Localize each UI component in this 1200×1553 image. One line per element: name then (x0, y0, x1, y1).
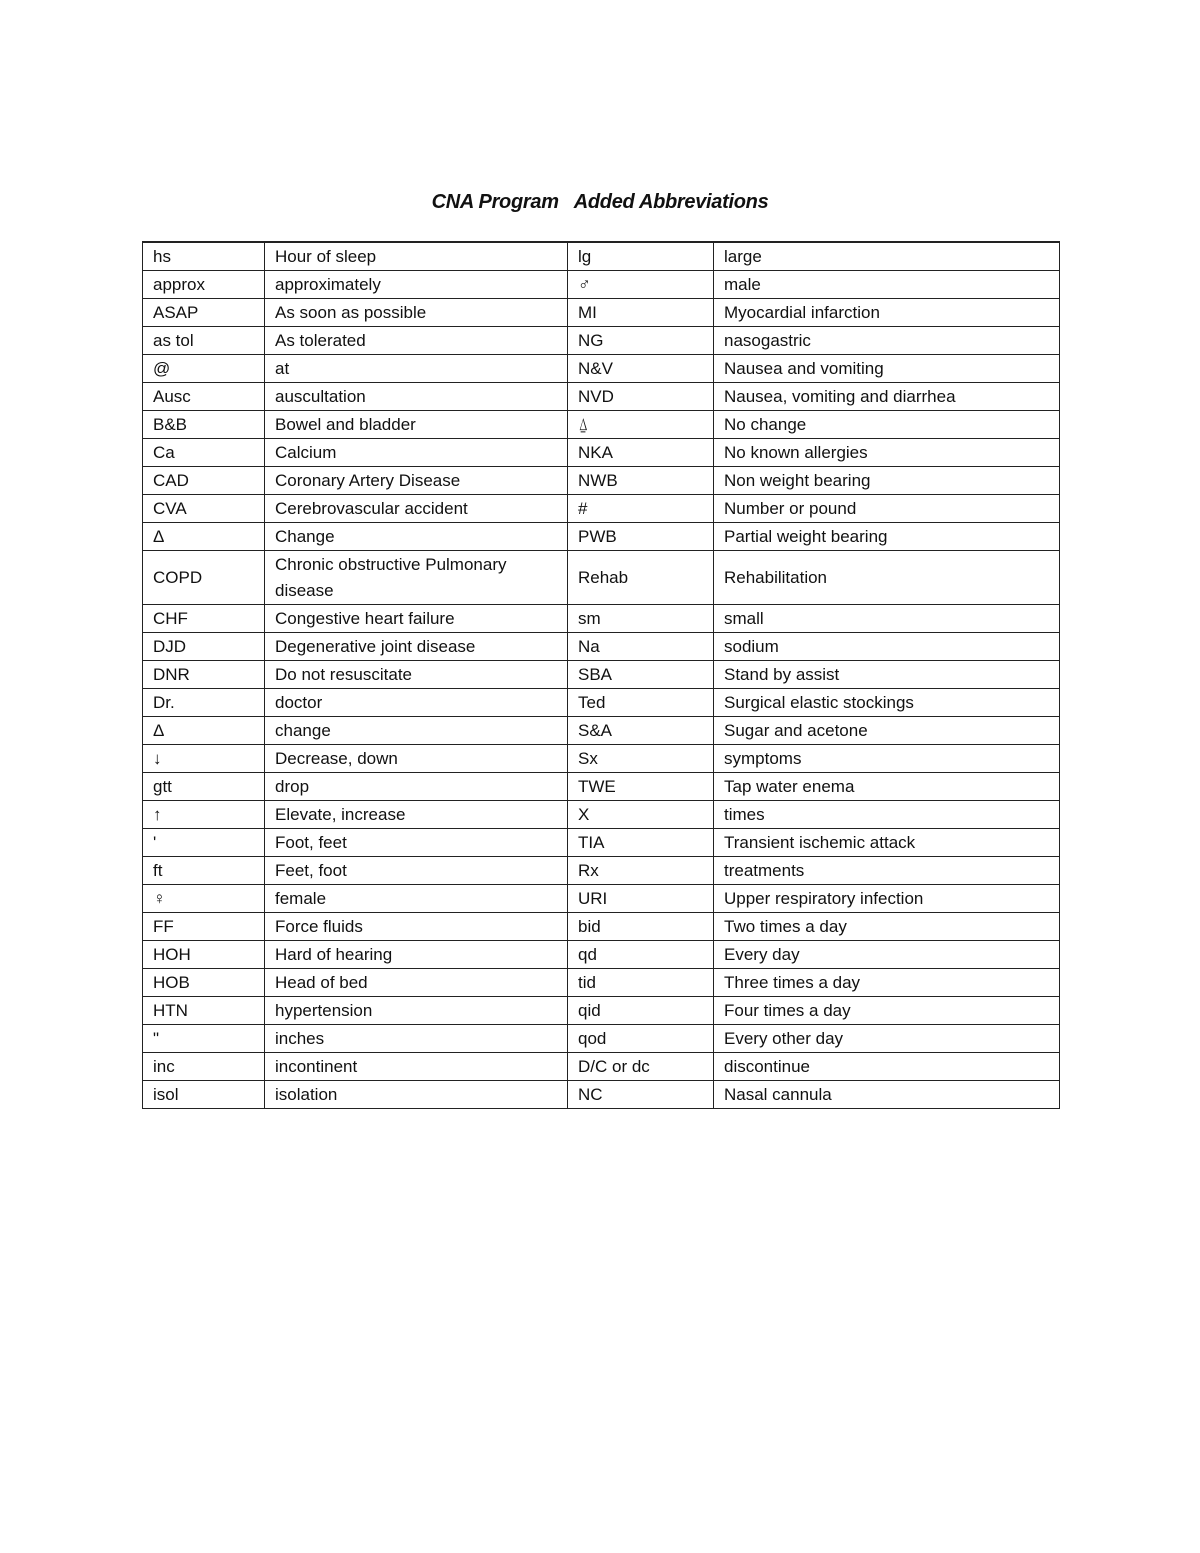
meaning-cell: inches (265, 1025, 568, 1053)
meaning-cell: Tap water enema (714, 773, 1060, 801)
abbreviation-cell: URI (568, 885, 714, 913)
table-row (143, 801, 1060, 829)
meaning-cell: at (265, 355, 568, 383)
meaning-cell: small (714, 605, 1060, 633)
abbreviation-cell: ' (143, 829, 265, 857)
abbreviation-cell: FF (143, 913, 265, 941)
abbreviation-cell: CVA (143, 495, 265, 523)
meaning-cell: approximately (265, 271, 568, 299)
meaning-cell: symptoms (714, 745, 1060, 773)
table-row (143, 551, 1060, 605)
table-row (143, 969, 1060, 997)
table-row (143, 1053, 1060, 1081)
meaning-cell: No change (714, 411, 1060, 439)
abbreviation-cell: sm (568, 605, 714, 633)
meaning-cell: Decrease, down (265, 745, 568, 773)
meaning-cell: treatments (714, 857, 1060, 885)
abbreviation-cell: qd (568, 941, 714, 969)
abbreviation-cell: TIA (568, 829, 714, 857)
meaning-cell: incontinent (265, 1053, 568, 1081)
meaning-cell: Transient ischemic attack (714, 829, 1060, 857)
table-row (143, 495, 1060, 523)
abbreviation-cell: tid (568, 969, 714, 997)
table-row (143, 271, 1060, 299)
meaning-cell: doctor (265, 689, 568, 717)
table-row (143, 913, 1060, 941)
table-row (143, 661, 1060, 689)
meaning-cell: Myocardial infarction (714, 299, 1060, 327)
abbreviation-cell: S&A (568, 717, 714, 745)
meaning-cell: Every other day (714, 1025, 1060, 1053)
table-row (143, 717, 1060, 745)
abbreviation-cell: ♀ (143, 885, 265, 913)
abbreviation-cell: Δ (143, 523, 265, 551)
meaning-cell: Upper respiratory infection (714, 885, 1060, 913)
table-row (143, 997, 1060, 1025)
meaning-cell: Cerebrovascular accident (265, 495, 568, 523)
abbreviation-cell: DJD (143, 633, 265, 661)
meaning-cell: Nausea, vomiting and diarrhea (714, 383, 1060, 411)
meaning-cell: Hard of hearing (265, 941, 568, 969)
abbreviation-cell: X (568, 801, 714, 829)
meaning-cell: times (714, 801, 1060, 829)
abbreviation-cell: NC (568, 1081, 714, 1109)
table-row (143, 1081, 1060, 1109)
meaning-cell: isolation (265, 1081, 568, 1109)
abbreviation-cell: COPD (143, 551, 265, 605)
abbreviation-cell: ♂ (568, 271, 714, 299)
abbreviation-cell: approx (143, 271, 265, 299)
meaning-cell: change (265, 717, 568, 745)
table-row (143, 523, 1060, 551)
table-row (143, 773, 1060, 801)
abbreviation-cell: MI (568, 299, 714, 327)
abbreviation-cell: lg (568, 242, 714, 271)
table-row (143, 383, 1060, 411)
abbreviation-cell: DNR (143, 661, 265, 689)
table-row (143, 467, 1060, 495)
meaning-cell: As soon as possible (265, 299, 568, 327)
abbreviation-cell: CHF (143, 605, 265, 633)
table-row (143, 745, 1060, 773)
abbreviation-cell: HOH (143, 941, 265, 969)
meaning-cell: female (265, 885, 568, 913)
meaning-cell: Feet, foot (265, 857, 568, 885)
abbreviation-cell: @ (143, 355, 265, 383)
meaning-cell: Every day (714, 941, 1060, 969)
abbreviation-cell: Sx (568, 745, 714, 773)
abbreviation-cell: SBA (568, 661, 714, 689)
abbreviation-cell: Ausc (143, 383, 265, 411)
abbreviation-cell: Ca (143, 439, 265, 467)
table-row (143, 829, 1060, 857)
meaning-cell: male (714, 271, 1060, 299)
meaning-cell: discontinue (714, 1053, 1060, 1081)
meaning-cell: Nasal cannula (714, 1081, 1060, 1109)
meaning-cell: Rehabilitation (714, 551, 1060, 605)
meaning-cell: Chronic obstructive Pulmonary disease (265, 551, 568, 605)
meaning-cell: Head of bed (265, 969, 568, 997)
table-row (143, 242, 1060, 271)
meaning-cell: Non weight bearing (714, 467, 1060, 495)
abbreviation-cell: Rehab (568, 551, 714, 605)
abbreviation-cell: B&B (143, 411, 265, 439)
abbreviation-cell: # (568, 495, 714, 523)
meaning-cell: Bowel and bladder (265, 411, 568, 439)
abbreviation-cell: Ted (568, 689, 714, 717)
meaning-cell: Hour of sleep (265, 242, 568, 271)
table-row (143, 1025, 1060, 1053)
abbreviation-cell: PWB (568, 523, 714, 551)
table-row (143, 439, 1060, 467)
meaning-cell: Partial weight bearing (714, 523, 1060, 551)
abbreviation-cell: NKA (568, 439, 714, 467)
meaning-cell: Number or pound (714, 495, 1060, 523)
table-row (143, 327, 1060, 355)
abbreviation-cell: NG (568, 327, 714, 355)
abbreviation-cell: " (143, 1025, 265, 1053)
abbreviation-cell: hs (143, 242, 265, 271)
meaning-cell: Force fluids (265, 913, 568, 941)
abbreviation-cell: isol (143, 1081, 265, 1109)
meaning-cell: Foot, feet (265, 829, 568, 857)
abbreviation-cell: bid (568, 913, 714, 941)
page-title: CNA Program Added Abbreviations (431, 191, 769, 213)
abbreviation-cell: NVD (568, 383, 714, 411)
abbreviation-cell: gtt (143, 773, 265, 801)
abbreviation-cell: N&V (568, 355, 714, 383)
table-row (143, 857, 1060, 885)
abbreviation-cell: TWE (568, 773, 714, 801)
meaning-cell: No known allergies (714, 439, 1060, 467)
table-row (143, 633, 1060, 661)
abbreviation-cell: ↓ (143, 745, 265, 773)
meaning-cell: Nausea and vomiting (714, 355, 1060, 383)
abbreviation-cell: HTN (143, 997, 265, 1025)
table-row (143, 689, 1060, 717)
abbreviation-cell: qod (568, 1025, 714, 1053)
table-row (143, 299, 1060, 327)
abbreviation-cell: inc (143, 1053, 265, 1081)
meaning-cell: Congestive heart failure (265, 605, 568, 633)
abbreviation-cell: D/C or dc (568, 1053, 714, 1081)
meaning-cell: As tolerated (265, 327, 568, 355)
abbreviation-cell: Δ (143, 717, 265, 745)
meaning-cell: Stand by assist (714, 661, 1060, 689)
meaning-cell: Sugar and acetone (714, 717, 1060, 745)
abbreviation-cell: NWB (568, 467, 714, 495)
abbreviations-table (142, 241, 1060, 1109)
meaning-cell: Two times a day (714, 913, 1060, 941)
table-row (143, 355, 1060, 383)
table-row (143, 411, 1060, 439)
meaning-cell: Four times a day (714, 997, 1060, 1025)
abbreviation-cell: Na (568, 633, 714, 661)
table-row (143, 605, 1060, 633)
abbreviations-table-body (143, 242, 1060, 1109)
meaning-cell: Coronary Artery Disease (265, 467, 568, 495)
meaning-cell: nasogastric (714, 327, 1060, 355)
abbreviation-cell: Rx (568, 857, 714, 885)
abbreviation-cell: as tol (143, 327, 265, 355)
meaning-cell: drop (265, 773, 568, 801)
abbreviation-cell: CAD (143, 467, 265, 495)
abbreviation-cell: qid (568, 997, 714, 1025)
meaning-cell: Surgical elastic stockings (714, 689, 1060, 717)
abbreviation-cell: HOB (143, 969, 265, 997)
meaning-cell: sodium (714, 633, 1060, 661)
meaning-cell: Do not resuscitate (265, 661, 568, 689)
meaning-cell: Change (265, 523, 568, 551)
meaning-cell: Degenerative joint disease (265, 633, 568, 661)
abbreviation-cell: ASAP (143, 299, 265, 327)
meaning-cell: Elevate, increase (265, 801, 568, 829)
meaning-cell: Calcium (265, 439, 568, 467)
meaning-cell: auscultation (265, 383, 568, 411)
meaning-cell: Three times a day (714, 969, 1060, 997)
meaning-cell: hypertension (265, 997, 568, 1025)
abbreviation-cell: ⍙ (568, 411, 714, 439)
table-row (143, 941, 1060, 969)
abbreviation-cell: ft (143, 857, 265, 885)
abbreviation-cell: Dr. (143, 689, 265, 717)
table-row (143, 885, 1060, 913)
meaning-cell: large (714, 242, 1060, 271)
abbreviation-cell: ↑ (143, 801, 265, 829)
